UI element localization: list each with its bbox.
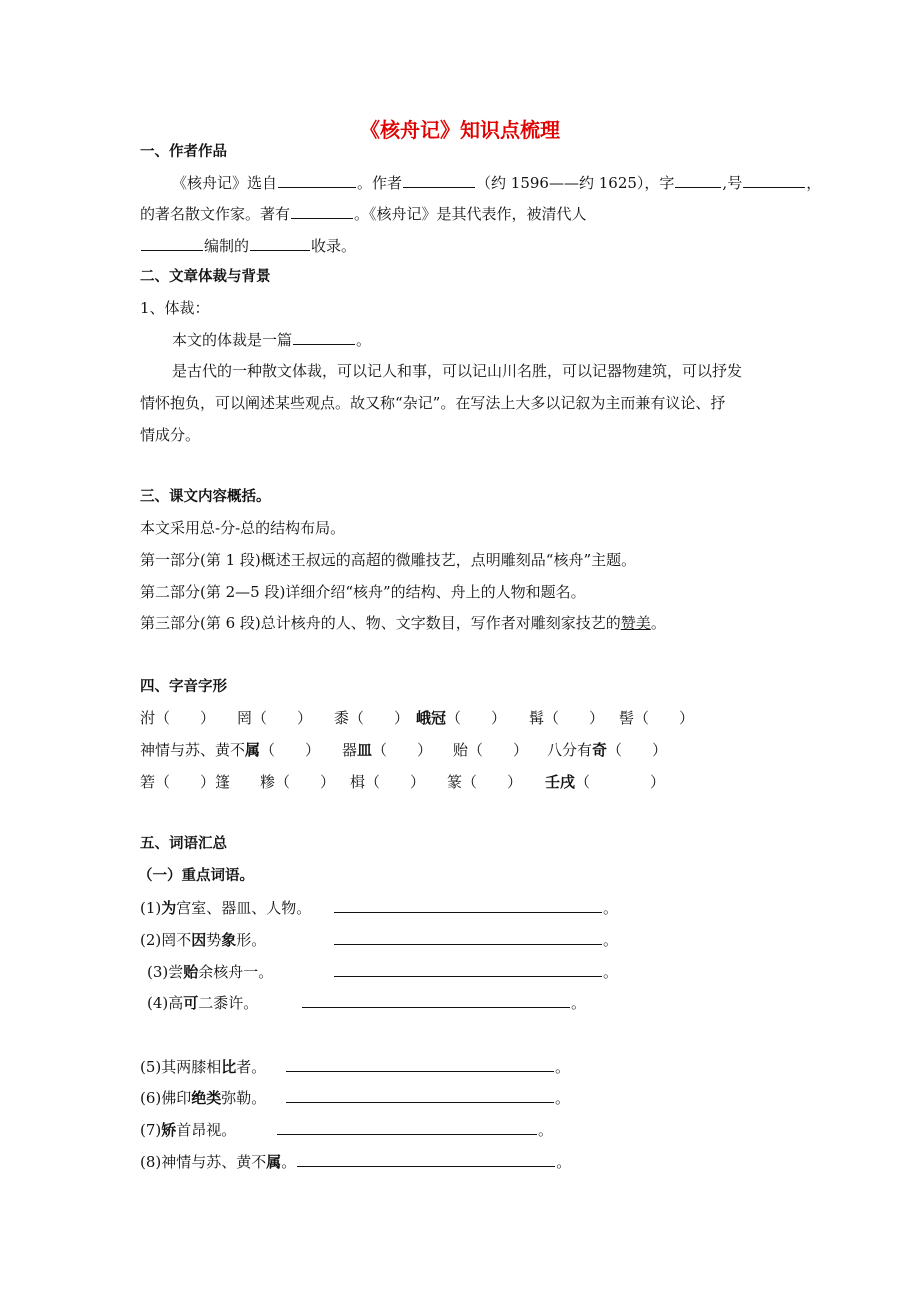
pron-item [140,740,320,760]
text: 。 [538,1121,554,1139]
bold-text: 壬戌 [545,773,576,791]
text: 八分有 [547,741,593,759]
vocab-answer-6 [285,1088,570,1108]
text: 。 [555,1089,571,1107]
summary-line-4 [140,613,666,633]
text: 。 [650,614,666,632]
text: 。 [281,1153,297,1171]
text: (1) [140,899,162,917]
text: (5)其两膝相 [140,1058,222,1076]
text: 。 [356,331,372,349]
vocab-answer-2 [333,930,618,950]
text: 。 [556,1153,572,1171]
vocab-answer-1 [333,898,618,918]
text: 势 [206,931,222,949]
text: 首昂视。 [176,1121,237,1139]
text: 《核舟记》选自 [172,174,278,192]
genre-line-1 [172,330,371,350]
section-heading-vocabulary: 五、词语汇总 [140,836,227,852]
text: 第三部分(第 6 段)总计核舟的人、物、文字数目，写作者对雕刻家技艺的 [140,614,621,632]
pron-item: 髯（ ） [529,709,605,727]
answer-blank[interactable] [334,898,602,913]
genre-line-3: 情怀抱负，可以阐述某些观点。故又称“杂记”。在写法上大多以记叙为主而兼有议论、抒 [140,394,726,412]
pron-item: 贻（ ） [453,741,529,759]
answer-blank[interactable] [277,1120,537,1135]
pron-item: 黍（ ） [334,709,410,727]
vocab-item-3 [147,962,273,982]
blank-collection[interactable] [250,236,310,251]
pron-item: 峨冠（ ） [416,709,507,727]
text: 余核舟一。 [198,963,274,981]
text: 器 [342,741,358,759]
answer-blank[interactable] [334,962,602,977]
vocab-item-8 [140,1152,571,1172]
vocab-item-5 [140,1057,266,1077]
text: （ ） [607,741,668,759]
bold-text: 矫 [161,1121,177,1139]
text: 。《核舟记》是其代表作，被清代人 [354,205,587,223]
pron-item: 糁（ ） [260,773,336,791]
vocab-sub: （一）重点词语。 [138,868,254,884]
section-heading-summary: 三、课文内容概括。 [140,489,271,505]
vocab-item-2 [140,930,266,950]
text: (4)高 [147,994,184,1012]
answer-blank[interactable] [334,930,602,945]
text: (6)佛印 [140,1089,192,1107]
vocab-item-1 [140,898,311,918]
text: 。 [555,1058,571,1076]
text: 弥勒。 [221,1089,267,1107]
summary-line-1: 本文采用总-分-总的结构布局。 [140,519,346,537]
pron-item [547,740,667,760]
text: 。 [603,931,619,949]
bold-text: 为 [161,899,177,917]
blank-source[interactable] [278,173,356,188]
bold-text: 峨冠 [416,709,447,727]
answer-blank[interactable] [297,1152,555,1167]
author-line-1 [172,173,821,193]
text: 神情与苏、黄不 [140,741,246,759]
blank-courtesy-name[interactable] [675,173,721,188]
text: 二黍许。 [198,994,259,1012]
bold-text: 属 [245,741,261,759]
text: （ ） [575,773,666,791]
page-title: 《核舟记》知识点梳理 [360,118,560,142]
blank-pen-name[interactable] [743,173,805,188]
text: (7) [140,1121,162,1139]
pron-item [545,772,665,792]
author-line-2 [140,204,587,224]
answer-blank[interactable] [286,1088,554,1103]
text: ， [806,174,822,192]
text: 。 [603,899,619,917]
bold-text: 绝类 [191,1089,222,1107]
summary-line-2: 第一部分(第 1 段)概述王叔远的高超的微雕技艺，点明雕刻品“核舟”主题。 [140,551,637,569]
text: 。 [603,963,619,981]
text: (8)神情与苏、黄不 [140,1153,267,1171]
bold-text: 属 [266,1153,282,1171]
answer-blank[interactable] [286,1057,554,1072]
blank-author[interactable] [403,173,475,188]
answer-blank[interactable] [302,993,570,1008]
pron-item: 楫（ ） [350,773,426,791]
text: 者。 [236,1058,267,1076]
section-heading-genre: 二、文章体裁与背景 [140,269,271,285]
vocab-item-6 [140,1088,266,1108]
text: ,号 [722,174,743,192]
text: 编制的 [204,237,250,255]
vocab-item-7 [140,1120,236,1140]
genre-sub: 1、体裁： [140,299,210,317]
vocab-item-4 [147,993,258,1013]
bold-text: 可 [183,994,199,1012]
vocab-answer-7 [276,1120,553,1140]
text: 收录。 [311,237,357,255]
text: 。作者 [357,174,403,192]
text: 宫室、器皿、人物。 [176,899,312,917]
genre-line-4: 情成分。 [140,426,201,444]
genre-line-2: 是古代的一种散文体裁，可以记人和事，可以记山川名胜，可以记器物建筑，可以抒发 [172,362,743,380]
text: 的著名散文作家。著有 [140,205,291,223]
vocab-answer-5 [285,1057,570,1077]
vocab-answer-3 [333,962,618,982]
text: （ ） [372,741,433,759]
underlined-text: 赞美 [620,614,651,632]
author-line-3 [140,236,356,256]
pron-item: 篆（ ） [447,773,523,791]
pron-item: 箬（ ）篷 [140,773,231,791]
bold-text: 因 [191,931,207,949]
text: （ ） [260,741,321,759]
bold-text: 贻 [183,963,199,981]
pron-item: 泭（ ） [140,709,216,727]
text: (3)尝 [147,963,184,981]
section-heading-author: 一、作者作品 [140,144,227,160]
blank-compiler[interactable] [141,236,203,251]
pron-item: 罔（ ） [237,709,313,727]
blank-works[interactable] [291,204,353,219]
text: 形。 [236,931,267,949]
pron-item: 髻（ ） [619,709,695,727]
text: (2)罔不 [140,931,192,949]
pron-item [342,740,432,760]
text: 本文的体裁是一篇 [172,331,293,349]
bold-text: 比 [221,1058,237,1076]
summary-line-3: 第二部分(第 2—5 段)详细介绍“核舟”的结构、舟上的人物和题名。 [140,583,586,601]
bold-text: 象 [221,931,237,949]
vocab-answer-4 [301,993,586,1013]
text: （约 1596——约 1625），字 [476,174,675,192]
bold-text: 奇 [592,741,608,759]
text: 。 [571,994,587,1012]
bold-text: 皿 [357,741,373,759]
blank-genre[interactable] [293,330,355,345]
section-heading-pronunciation: 四、字音字形 [140,679,227,695]
